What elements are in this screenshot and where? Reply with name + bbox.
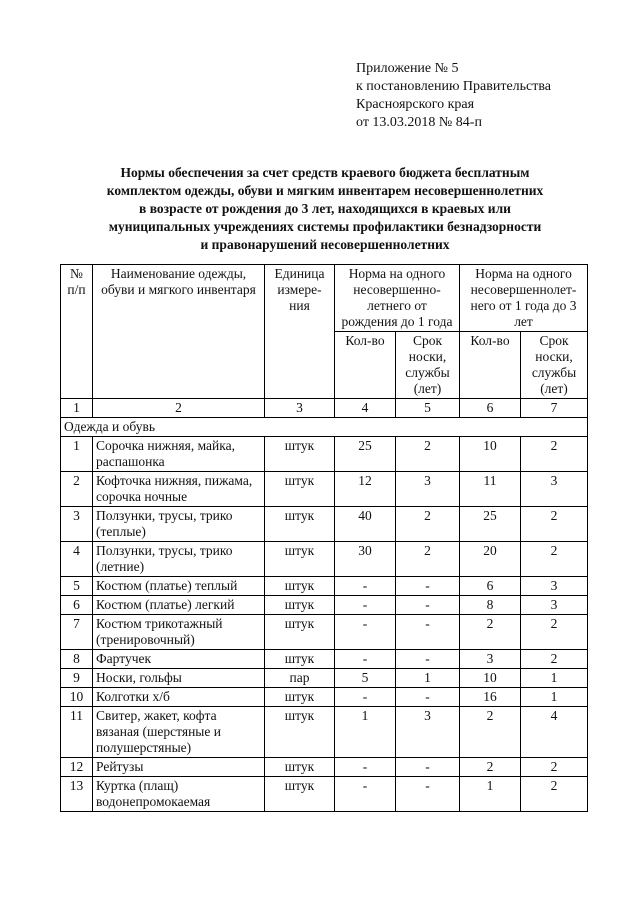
item-unit: пар xyxy=(265,669,335,688)
item-unit: штук xyxy=(265,542,335,577)
term-under-1: 3 xyxy=(396,707,460,758)
header-term-1: Срок носки, службы (лет) xyxy=(396,332,460,399)
header-term-2: Срок носки, службы (лет) xyxy=(521,332,588,399)
qty-under-1: 25 xyxy=(335,437,396,472)
table-row xyxy=(61,507,588,542)
item-name: Фартучек xyxy=(93,650,265,669)
item-unit: штук xyxy=(265,777,335,812)
col-number: 2 xyxy=(93,399,265,418)
term-1-to-3: 3 xyxy=(521,472,588,507)
row-number: 10 xyxy=(61,688,93,707)
row-number: 13 xyxy=(61,777,93,812)
row-number: 6 xyxy=(61,596,93,615)
table-row xyxy=(61,707,588,758)
qty-under-1: - xyxy=(335,615,396,650)
title-line: Нормы обеспечения за счет средств краевого бюджета бесплатным xyxy=(120,165,530,180)
qty-under-1: - xyxy=(335,577,396,596)
title-line: муниципальных учреждениях системы профилактики безнадзорности xyxy=(108,219,542,234)
item-name: Рейтузы xyxy=(93,758,265,777)
qty-1-to-3: 3 xyxy=(460,650,521,669)
qty-under-1: 5 xyxy=(335,669,396,688)
item-unit: штук xyxy=(265,577,335,596)
term-under-1: 2 xyxy=(396,542,460,577)
section-row xyxy=(61,418,588,437)
header-unit: Единица измере-ния xyxy=(265,265,335,399)
item-name: Костюм трикотажный (тренировочный) xyxy=(93,615,265,650)
qty-1-to-3: 20 xyxy=(460,542,521,577)
item-name: Сорочка нижняя, майка, распашонка xyxy=(93,437,265,472)
header-num: № п/п xyxy=(61,265,93,399)
appendix-line: от 13.03.2018 № 84-п xyxy=(356,115,482,130)
item-name: Костюм (платье) теплый xyxy=(93,577,265,596)
term-1-to-3: 2 xyxy=(521,507,588,542)
table-row xyxy=(61,777,588,812)
qty-1-to-3: 11 xyxy=(460,472,521,507)
qty-under-1: 1 xyxy=(335,707,396,758)
table-header-row xyxy=(61,265,588,332)
term-1-to-3: 1 xyxy=(521,688,588,707)
item-name: Кофточка нижняя, пижама, сорочка ночные xyxy=(93,472,265,507)
term-under-1: 1 xyxy=(396,669,460,688)
title-line: в возрасте от рождения до 3 лет, находящихся в краевых или xyxy=(139,201,511,216)
item-unit: штук xyxy=(265,650,335,669)
table-row xyxy=(61,596,588,615)
qty-under-1: - xyxy=(335,777,396,812)
term-1-to-3: 1 xyxy=(521,669,588,688)
row-number: 8 xyxy=(61,650,93,669)
item-unit: штук xyxy=(265,437,335,472)
term-under-1: - xyxy=(396,688,460,707)
appendix-line: Красноярского края xyxy=(356,97,475,112)
table-row xyxy=(61,437,588,472)
title-line: комплектом одежды, обуви и мягким инвентарем несовершеннолетних xyxy=(106,183,544,198)
qty-under-1: 40 xyxy=(335,507,396,542)
term-1-to-3: 2 xyxy=(521,650,588,669)
title-line: и правонарушений несовершеннолетних xyxy=(200,237,450,252)
item-name: Куртка (плащ) водонепромокаемая xyxy=(93,777,265,812)
qty-1-to-3: 2 xyxy=(460,707,521,758)
section-title: Одежда и обувь xyxy=(61,418,588,437)
item-unit: штук xyxy=(265,615,335,650)
term-under-1: - xyxy=(396,650,460,669)
table-row xyxy=(61,542,588,577)
qty-under-1: - xyxy=(335,688,396,707)
col-number: 5 xyxy=(396,399,460,418)
term-1-to-3: 2 xyxy=(521,615,588,650)
term-1-to-3: 2 xyxy=(521,758,588,777)
qty-under-1: - xyxy=(335,650,396,669)
qty-under-1: - xyxy=(335,596,396,615)
item-name: Ползунки, трусы, трико (теплые) xyxy=(93,507,265,542)
row-number: 12 xyxy=(61,758,93,777)
appendix-line: к постановлению Правительства xyxy=(356,79,552,94)
term-under-1: 2 xyxy=(396,437,460,472)
appendix-block xyxy=(356,60,551,132)
qty-1-to-3: 6 xyxy=(460,577,521,596)
header-qty-1: Кол-во xyxy=(335,332,396,399)
row-number: 5 xyxy=(61,577,93,596)
row-number: 2 xyxy=(61,472,93,507)
header-group-1-to-3: Норма на одного несовершеннолет-него от 1 года до 3 лет xyxy=(460,265,588,332)
table-row xyxy=(61,472,588,507)
header-group-under-1: Норма на одного несовершенно-летнего от рождения до 1 года xyxy=(335,265,460,332)
col-number: 1 xyxy=(61,399,93,418)
item-unit: штук xyxy=(265,688,335,707)
document-title xyxy=(70,164,580,254)
term-1-to-3: 2 xyxy=(521,777,588,812)
row-number: 7 xyxy=(61,615,93,650)
norms-table xyxy=(60,264,588,812)
term-under-1: - xyxy=(396,596,460,615)
term-under-1: 2 xyxy=(396,507,460,542)
header-qty-2: Кол-во xyxy=(460,332,521,399)
term-1-to-3: 2 xyxy=(521,437,588,472)
item-name: Свитер, жакет, кофта вязаная (шерстяные и полушерстяные) xyxy=(93,707,265,758)
col-number: 3 xyxy=(265,399,335,418)
qty-1-to-3: 2 xyxy=(460,758,521,777)
qty-under-1: 12 xyxy=(335,472,396,507)
qty-1-to-3: 10 xyxy=(460,669,521,688)
qty-under-1: - xyxy=(335,758,396,777)
table-row xyxy=(61,758,588,777)
row-number: 9 xyxy=(61,669,93,688)
row-number: 1 xyxy=(61,437,93,472)
qty-1-to-3: 8 xyxy=(460,596,521,615)
row-number: 11 xyxy=(61,707,93,758)
item-name: Колготки х/б xyxy=(93,688,265,707)
item-name: Костюм (платье) легкий xyxy=(93,596,265,615)
item-unit: штук xyxy=(265,707,335,758)
term-under-1: - xyxy=(396,758,460,777)
item-unit: штук xyxy=(265,472,335,507)
col-number: 7 xyxy=(521,399,588,418)
term-1-to-3: 3 xyxy=(521,596,588,615)
header-name: Наименование одежды, обуви и мягкого инвентаря xyxy=(93,265,265,399)
term-under-1: 3 xyxy=(396,472,460,507)
term-under-1: - xyxy=(396,777,460,812)
item-unit: штук xyxy=(265,596,335,615)
qty-1-to-3: 16 xyxy=(460,688,521,707)
appendix-line: Приложение № 5 xyxy=(356,61,459,76)
column-number-row xyxy=(61,399,588,418)
qty-1-to-3: 1 xyxy=(460,777,521,812)
table-row xyxy=(61,688,588,707)
term-under-1: - xyxy=(396,615,460,650)
table-row xyxy=(61,669,588,688)
table-row xyxy=(61,650,588,669)
item-name: Ползунки, трусы, трико (летние) xyxy=(93,542,265,577)
table-row xyxy=(61,615,588,650)
col-number: 4 xyxy=(335,399,396,418)
item-name: Носки, гольфы xyxy=(93,669,265,688)
item-unit: штук xyxy=(265,507,335,542)
qty-1-to-3: 10 xyxy=(460,437,521,472)
term-1-to-3: 4 xyxy=(521,707,588,758)
term-1-to-3: 3 xyxy=(521,577,588,596)
item-unit: штук xyxy=(265,758,335,777)
qty-1-to-3: 2 xyxy=(460,615,521,650)
term-under-1: - xyxy=(396,577,460,596)
table-row xyxy=(61,577,588,596)
qty-under-1: 30 xyxy=(335,542,396,577)
col-number: 6 xyxy=(460,399,521,418)
qty-1-to-3: 25 xyxy=(460,507,521,542)
row-number: 3 xyxy=(61,507,93,542)
row-number: 4 xyxy=(61,542,93,577)
term-1-to-3: 2 xyxy=(521,542,588,577)
